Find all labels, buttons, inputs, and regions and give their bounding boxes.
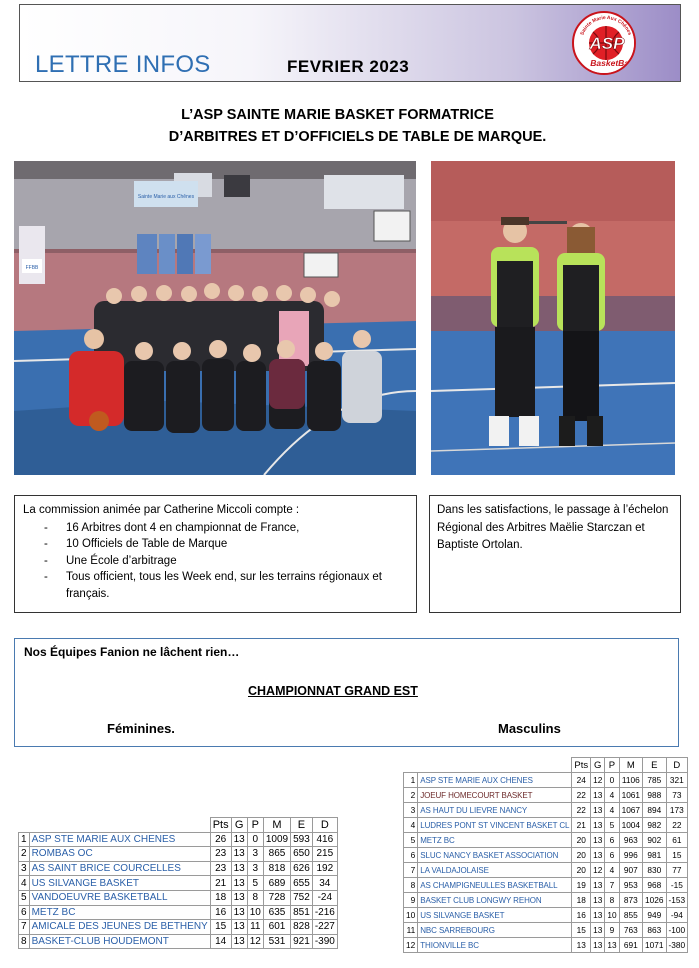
p-cell: 8 [605,893,619,908]
p-cell: 7 [605,878,619,893]
e-cell: 988 [643,788,666,803]
referees-photo [431,161,675,475]
rank-cell: 7 [19,920,30,935]
satisfaction-text: Dans les satisfactions, le passage à l’échelon Régional des Arbitres Maëlie Starczan et Baptiste Ortolan. [437,504,669,551]
d-cell: 15 [666,848,688,863]
d-cell: 321 [666,773,688,788]
p-cell: 5 [247,876,263,891]
table-row [404,908,688,923]
basketball-logo-icon [574,13,636,75]
men-label: Masculins [498,721,561,736]
pts-cell: 19 [572,878,591,893]
g-cell: 13 [591,923,605,938]
team-cell: LUDRES PONT ST VINCENT BASKET CL [418,818,572,833]
table-row [404,863,688,878]
p-cell: 11 [247,920,263,935]
g-cell: 13 [231,832,247,847]
col-g: G [591,758,605,773]
d-cell: -24 [312,890,337,905]
table-row [404,773,688,788]
p-cell: 4 [605,788,619,803]
table-row [19,920,338,935]
e-cell: 968 [643,878,666,893]
team-cell: AS HAUT DU LIEVRE NANCY [418,803,572,818]
p-cell: 3 [247,847,263,862]
logo-top-text: Sainte Marie Aux Chênes [579,14,633,37]
women-standings-body [19,832,338,949]
m-cell: 873 [619,893,642,908]
g-cell: 13 [591,908,605,923]
m-cell: 531 [263,934,290,949]
pts-cell: 15 [572,923,591,938]
group-photo [14,161,416,475]
e-cell: 752 [291,890,313,905]
p-cell: 8 [247,890,263,905]
m-cell: 691 [619,938,642,953]
p-cell: 0 [247,832,263,847]
rank-cell: 12 [404,938,418,953]
g-cell: 13 [591,848,605,863]
rank-cell: 2 [404,788,418,803]
table-row [19,832,338,847]
m-cell: 818 [263,861,290,876]
e-cell: 921 [291,934,313,949]
team-cell: VANDOEUVRE BASKETBALL [29,890,210,905]
m-cell: 996 [619,848,642,863]
rank-cell: 2 [19,847,30,862]
e-cell: 1071 [643,938,666,953]
m-cell: 1061 [619,788,642,803]
d-cell: -100 [666,923,688,938]
g-cell: 13 [231,847,247,862]
table-row [404,893,688,908]
g-cell: 13 [231,934,247,949]
m-cell: 963 [619,833,642,848]
m-cell: 1009 [263,832,290,847]
team-cell: AMICALE DES JEUNES DE BETHENY [29,920,210,935]
club-logo [572,11,636,75]
rank-cell: 3 [404,803,418,818]
m-cell: 855 [619,908,642,923]
commission-item: - Tous officient, tous les Week end, sur les terrains régionaux et français. [23,569,408,602]
table-row [404,818,688,833]
e-cell: 785 [643,773,666,788]
col-p: P [247,818,263,833]
e-cell: 828 [291,920,313,935]
pts-cell: 20 [572,863,591,878]
women-label: Féminines. [107,721,175,736]
d-cell: -390 [312,934,337,949]
e-cell: 982 [643,818,666,833]
team-cell: BASKET CLUB LONGWY REHON [418,893,572,908]
newsletter-date: FEVRIER 2023 [287,57,410,76]
pts-cell: 23 [210,847,231,862]
pts-cell: 22 [572,788,591,803]
headline-line-2: D’ARBITRES ET D’OFFICIELS DE TABLE DE MARQUE. [168,129,547,145]
team-cell: AS SAINT BRICE COURCELLES [29,861,210,876]
d-cell: -380 [666,938,688,953]
rank-cell: 7 [404,863,418,878]
col-e: E [291,818,313,833]
d-cell: 77 [666,863,688,878]
pts-cell: 14 [210,934,231,949]
team-cell: METZ BC [418,833,572,848]
g-cell: 13 [591,938,605,953]
e-cell: 981 [643,848,666,863]
e-cell: 1026 [643,893,666,908]
p-cell: 5 [605,818,619,833]
d-cell: 22 [666,818,688,833]
women-standings-table [18,817,338,949]
m-cell: 1067 [619,803,642,818]
pts-cell: 24 [572,773,591,788]
commission-box [14,495,417,613]
p-cell: 13 [605,938,619,953]
m-cell: 1106 [619,773,642,788]
pts-cell: 23 [210,861,231,876]
rank-cell: 1 [404,773,418,788]
table-row [19,876,338,891]
pts-cell: 16 [572,908,591,923]
team-cell: METZ BC [29,905,210,920]
p-cell: 0 [605,773,619,788]
g-cell: 13 [591,833,605,848]
d-cell: 215 [312,847,337,862]
table-row [19,934,338,949]
d-cell: 34 [312,876,337,891]
d-cell: -216 [312,905,337,920]
team-cell: LA VALDAJOLAISE [418,863,572,878]
p-cell: 6 [605,833,619,848]
pts-cell: 18 [572,893,591,908]
p-cell: 4 [605,803,619,818]
team-cell: ASP STE MARIE AUX CHENES [29,832,210,847]
rank-cell: 4 [404,818,418,833]
team-cell: SLUC NANCY BASKET ASSOCIATION [418,848,572,863]
team-cell: US SILVANGE BASKET [418,908,572,923]
team-cell: AS CHAMPIGNEULLES BASKETBALL [418,878,572,893]
logo-main-text: ASP [589,34,625,53]
p-cell: 10 [605,908,619,923]
rank-cell: 6 [19,905,30,920]
e-cell: 902 [643,833,666,848]
e-cell: 863 [643,923,666,938]
pts-cell: 26 [210,832,231,847]
commission-item: - Une École d’arbitrage [23,553,408,570]
pts-cell: 21 [210,876,231,891]
p-cell: 3 [247,861,263,876]
rank-cell: 6 [404,848,418,863]
teams-title: Nos Équipes Fanion ne lâchent rien… [24,645,240,659]
col-pts: Pts [210,818,231,833]
m-cell: 763 [619,923,642,938]
pts-cell: 18 [210,890,231,905]
m-cell: 635 [263,905,290,920]
team-cell: NBC SARREBOURG [418,923,572,938]
satisfaction-box [429,495,681,613]
col-m: M [619,758,642,773]
e-cell: 851 [291,905,313,920]
m-cell: 601 [263,920,290,935]
m-cell: 728 [263,890,290,905]
g-cell: 13 [591,818,605,833]
p-cell: 12 [247,934,263,949]
commission-item: - 16 Arbitres dont 4 en championnat de France, [23,520,408,537]
table-row [19,890,338,905]
col-m: M [263,818,290,833]
team-cell: ASP STE MARIE AUX CHENES [418,773,572,788]
table-row [404,878,688,893]
team-cell: BASKET-CLUB HOUDEMONT [29,934,210,949]
d-cell: 173 [666,803,688,818]
men-standings-body [404,773,688,953]
men-standings-table [403,757,688,953]
rank-cell: 1 [19,832,30,847]
pts-cell: 15 [210,920,231,935]
p-cell: 9 [605,923,619,938]
table-header-row [404,758,688,773]
m-cell: 1004 [619,818,642,833]
g-cell: 12 [591,863,605,878]
table-row [19,905,338,920]
team-cell: THIONVILLE BC [418,938,572,953]
d-cell: 192 [312,861,337,876]
pts-cell: 13 [572,938,591,953]
col-d: D [312,818,337,833]
p-cell: 10 [247,905,263,920]
g-cell: 12 [591,773,605,788]
rank-cell: 11 [404,923,418,938]
g-cell: 13 [231,876,247,891]
e-cell: 650 [291,847,313,862]
m-cell: 865 [263,847,290,862]
rank-cell: 5 [19,890,30,905]
col-d: D [666,758,688,773]
commission-intro: La commission animée par Catherine Miccoli compte : [23,504,300,516]
table-row [404,833,688,848]
ffbb-sign: FFBB [25,265,39,271]
commission-list [23,520,408,603]
table-header-row [19,818,338,833]
d-cell: 73 [666,788,688,803]
championship-title: CHAMPIONNAT GRAND EST [248,684,418,698]
table-row [404,788,688,803]
rank-cell: 4 [19,876,30,891]
newsletter-title: LETTRE INFOS [35,51,211,78]
table-row [19,847,338,862]
pts-cell: 22 [572,803,591,818]
g-cell: 13 [591,803,605,818]
g-cell: 13 [231,861,247,876]
d-cell: 416 [312,832,337,847]
pts-cell: 20 [572,833,591,848]
e-cell: 655 [291,876,313,891]
e-cell: 949 [643,908,666,923]
d-cell: -15 [666,878,688,893]
d-cell: -94 [666,908,688,923]
team-cell: ROMBAS OC [29,847,210,862]
rank-cell: 9 [404,893,418,908]
g-cell: 13 [231,920,247,935]
rank-cell: 8 [404,878,418,893]
e-cell: 830 [643,863,666,878]
d-cell: 61 [666,833,688,848]
p-cell: 6 [605,848,619,863]
g-cell: 13 [591,788,605,803]
rank-cell: 5 [404,833,418,848]
g-cell: 13 [231,890,247,905]
banner-text: Sainte Marie aux Chênes [137,194,195,200]
pts-cell: 16 [210,905,231,920]
p-cell: 4 [605,863,619,878]
rank-cell: 3 [19,861,30,876]
d-cell: -227 [312,920,337,935]
table-row [404,923,688,938]
pts-cell: 21 [572,818,591,833]
e-cell: 626 [291,861,313,876]
logo-sub-text: BasketBall [590,58,634,68]
teams-box [14,638,679,747]
table-row [404,803,688,818]
pts-cell: 20 [572,848,591,863]
header-banner [19,4,681,82]
col-g: G [231,818,247,833]
commission-item: - 10 Officiels de Table de Marque [23,536,408,553]
m-cell: 953 [619,878,642,893]
rank-cell: 8 [19,934,30,949]
table-row [19,861,338,876]
g-cell: 13 [231,905,247,920]
rank-cell: 10 [404,908,418,923]
table-row [404,938,688,953]
table-row [404,848,688,863]
e-cell: 894 [643,803,666,818]
e-cell: 593 [291,832,313,847]
g-cell: 13 [591,893,605,908]
team-cell: US SILVANGE BASKET [29,876,210,891]
col-e: E [643,758,666,773]
team-cell: JOEUF HOMECOURT BASKET [418,788,572,803]
col-p: P [605,758,619,773]
col-pts: Pts [572,758,591,773]
m-cell: 689 [263,876,290,891]
m-cell: 907 [619,863,642,878]
d-cell: -153 [666,893,688,908]
g-cell: 13 [591,878,605,893]
headline-line-1: L’ASP SAINTE MARIE BASKET FORMATRICE [181,107,494,123]
